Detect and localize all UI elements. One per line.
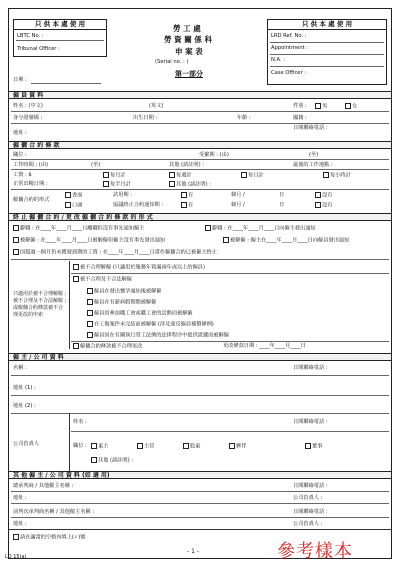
item-evidence-checkbox[interactable] [87,332,93,338]
notice-none-checkbox[interactable] [315,202,321,208]
oral-checkbox[interactable] [65,202,71,208]
probation-none-checkbox[interactable] [315,192,321,198]
main-contractor-addr[interactable]: 地址 : [13,495,27,501]
fired-notice[interactable]: 被解僱 : 僱主在____年____月____日向僱員發出通知 [223,237,349,244]
person-tel[interactable]: 日間聯絡電話 : [293,419,328,425]
person-in-charge: 公司負責人 [13,441,39,447]
notice-day: 日 [279,202,285,208]
main-contractor-tel[interactable]: 日間聯絡電話 : [293,483,328,489]
note-checkbox-icon [13,534,19,540]
partner-checkbox[interactable] [229,443,235,449]
prev-contractor[interactable]: 前判次承判商名稱 / 其他僱主名稱 : [13,509,95,515]
left-box-title: 只 供 本 處 使 用 [14,20,106,30]
hours-to[interactable]: (至) [91,162,101,168]
female-checkbox[interactable] [345,103,351,109]
tribunal-officer-field[interactable]: Tribunal Officer : [17,46,60,52]
resign-no-notice-checkbox[interactable] [13,225,19,231]
left-office-box [13,19,107,57]
employer-addr1[interactable]: 地址 (1) : [13,385,36,391]
last-workplace[interactable]: 最後的工作地點 : [293,162,333,168]
appointment-field[interactable]: Appointment : [271,45,309,51]
sex-label: 性別 : [293,103,307,109]
item-sick-leave[interactable]: 僱員在有薪病假期間被解僱 [87,299,156,306]
form-title: 申 案 表 [175,47,203,56]
other-hours[interactable]: 其他 (請註明) : [169,162,205,168]
employer-addr2[interactable]: 地址 (2) : [13,403,36,409]
written-checkbox[interactable] [65,192,71,198]
dept-name: 勞 工 處 [173,24,201,33]
resign-notice-checkbox[interactable] [205,225,211,231]
manager-checkbox[interactable] [137,443,143,449]
male-checkbox[interactable] [315,103,321,109]
other-pay[interactable]: 其他 (請註明) : [169,181,211,188]
per-week[interactable]: 每週計 [169,172,192,179]
item-pregnancy[interactable]: 僱員在發出懷孕通知後被解僱 [87,288,161,295]
nationality[interactable]: 國籍 : [293,115,307,121]
pay-day[interactable]: 正常出糧日期 : [13,181,48,187]
lrd-ref-field[interactable]: LRD Ref. No. : [271,33,307,39]
item-unreasonable-checkbox[interactable] [73,264,79,270]
probation-month: 個月 / [231,192,245,198]
item-injury-checkbox[interactable] [87,321,93,327]
notice-yes[interactable]: 有 [181,202,193,209]
date-label: 日期 : [13,77,27,83]
per-hour-checkbox[interactable] [323,172,329,178]
item-sick-leave-checkbox[interactable] [87,299,93,305]
per-month[interactable]: 每月計 [103,172,126,179]
item-injury[interactable]: 在工傷案件未完結前被解僱 (涉及違反僱員補償條例) [87,321,214,328]
position-director[interactable]: 董事 [305,443,322,450]
form-page [5,8,392,562]
probation-day: 日 [279,192,285,198]
division-name: 勞 資 關 係 科 [164,35,212,44]
position-owner[interactable]: 東主 [91,443,108,450]
per-week-checkbox[interactable] [169,172,175,178]
owner-checkbox[interactable] [91,443,97,449]
sample-watermark: 參考樣本 [277,541,353,562]
employed-to[interactable]: (至) [309,152,319,158]
wage[interactable]: 工資 : $ [13,172,32,178]
sex-male[interactable]: 男 [315,103,327,110]
contract-changed[interactable]: 僱傭合約條款被不合理更改 [73,343,142,350]
position-manager[interactable]: 主管 [137,443,154,450]
director-checkbox[interactable] [305,443,311,449]
probation-none[interactable]: 沒有 [315,192,332,199]
fired-no-notice-checkbox[interactable] [13,237,19,243]
employee-section-title: 僱 員 資 料 [9,91,391,99]
hours-from[interactable]: 工作時間 : (由) [13,162,49,168]
oral-contract[interactable]: 口頭 [65,202,82,209]
prev-contractor-tel[interactable]: 日間聯絡電話 : [293,509,328,515]
per-month-checkbox[interactable] [103,172,109,178]
termination-section-title: 終 止 僱 傭 合 約 / 更 改 僱 傭 合 約 條 款 的 形 式 [9,213,391,221]
notice-month: 個月 / [231,202,245,208]
per-day-checkbox[interactable] [241,172,247,178]
page-number: - 1 - [187,548,199,555]
contract-changed-checkbox[interactable] [73,343,79,349]
item-evidence[interactable]: 僱員因在有關執行勞工法例的法律程序中提供證據而被解僱 [87,332,229,339]
per-fortnight[interactable]: 每半月計 [103,181,131,188]
age[interactable]: 年齡 : [237,115,251,121]
tick-note: 請在適當的空格內填上(✓)號 [13,534,85,541]
contract-section-title: 僱 傭 合 約 條 款 [9,141,391,149]
item-pregnancy-checkbox[interactable] [87,288,93,294]
main-contractor[interactable]: 總承判商 / 其他僱主名稱 : [13,483,74,489]
fired-notice-checkbox[interactable] [223,237,229,243]
position-partner[interactable]: 夥伴 [229,443,246,450]
position-label: 職位 : [73,443,87,449]
main-contractor-person[interactable]: 公司負責人 : [293,495,323,501]
employer-section-title: 僱 主 / 公 司 資 料 [9,353,391,361]
per-hour[interactable]: 每小時計 [323,172,351,179]
change-date[interactable]: 更改條款日期 : ____年____月____日 [223,343,306,349]
per-day[interactable]: 每日計 [241,172,264,179]
probation-label: 試用期 : [113,192,132,198]
lbtc-field[interactable]: LBTC No. : [17,33,44,39]
serial-no: (Serial no. : ) [155,59,189,65]
resign-no-notice[interactable]: 辭職 : 在____年____月____日離職但沒有事先通知僱主 [13,225,144,232]
other-employer-section-title: 其 他 僱 主 / 公 司 資 料 (如 適 用) [9,471,391,479]
employee-address[interactable]: 地址 : [13,130,27,136]
item-union-checkbox[interactable] [87,310,93,316]
employed-from[interactable]: 受僱期 : (由) [199,152,229,158]
item-unreasonable[interactable]: 被不合理解僱 (只適用於服務年資滿兩年或以上的僱員) [73,264,205,271]
notice-label: 協議終止合約通知期 : [113,202,164,208]
prev-contractor-addr[interactable]: 地址 : [13,521,27,527]
date-of-birth[interactable]: 出生日期 : [133,115,158,121]
position-shareholder[interactable]: 股東 [183,443,200,450]
shareholder-checkbox[interactable] [183,443,189,449]
wages-unpaid-checkbox[interactable] [13,249,19,255]
employee-name-cn[interactable]: 姓名 : (中文) [13,103,43,109]
notice-yes-checkbox[interactable] [181,202,187,208]
na-field[interactable]: N.A. : [271,57,286,63]
employee-name-en[interactable]: (英文) [149,103,164,109]
wages-unpaid[interactable]: 因超過一個月仍未獲發到期的工資 : 在____年____月____日當作僱傭合約已被僱主終止 [13,249,217,256]
employee-tel[interactable]: 日間聯絡電話 : [293,125,328,131]
contract-form-label: 僱傭合約的形式 [13,197,50,203]
probation-yes[interactable]: 有 [181,192,193,199]
id-number[interactable]: 身分證號碼 : [13,115,43,121]
position-other-checkbox[interactable] [91,457,97,463]
fortnight-checkbox[interactable] [103,181,109,187]
written-contract[interactable]: 書面 [65,192,82,199]
fired-no-notice[interactable]: 被解僱 : 在____年____月____日被解僱但僱主沒有事先發出通知 [13,237,165,244]
probation-yes-checkbox[interactable] [181,192,187,198]
part-one: 第一部分 [175,70,203,78]
employer-tel[interactable]: 日間聯絡電話 : [293,365,328,371]
item-illegal[interactable]: 被不合理及不合法解僱 [73,276,132,283]
post[interactable]: 職位 : [13,152,27,158]
prev-contractor-person[interactable]: 公司負責人 : [293,521,323,527]
position-other[interactable]: 其他 (請註明) : [91,457,133,464]
unreasonable-note: 只適用於被不合理解僱 : 被不合理及不合法解僱 ; 或僱傭合約條款被不合理更改的申索 [13,291,67,318]
person-name[interactable]: 姓名 : [73,419,87,425]
employer-name[interactable]: 名稱 : [13,365,27,371]
item-illegal-checkbox[interactable] [73,276,79,282]
notice-none[interactable]: 沒有 [315,202,332,209]
form-number: LD 15(a) [5,554,27,560]
right-box-title: 只 供 本 處 使 用 [268,20,386,30]
item-union[interactable]: 僱員因參加職工會或職工會的活動而被解僱 [87,310,193,317]
case-officer-field[interactable]: Case Officer : [271,70,307,76]
resign-notice[interactable]: 辭職 : 在____年____月____日向僱主發出通知 [205,225,316,232]
sex-female[interactable]: 女 [345,103,357,110]
right-office-box [267,19,387,85]
other-pay-checkbox[interactable] [169,181,175,187]
